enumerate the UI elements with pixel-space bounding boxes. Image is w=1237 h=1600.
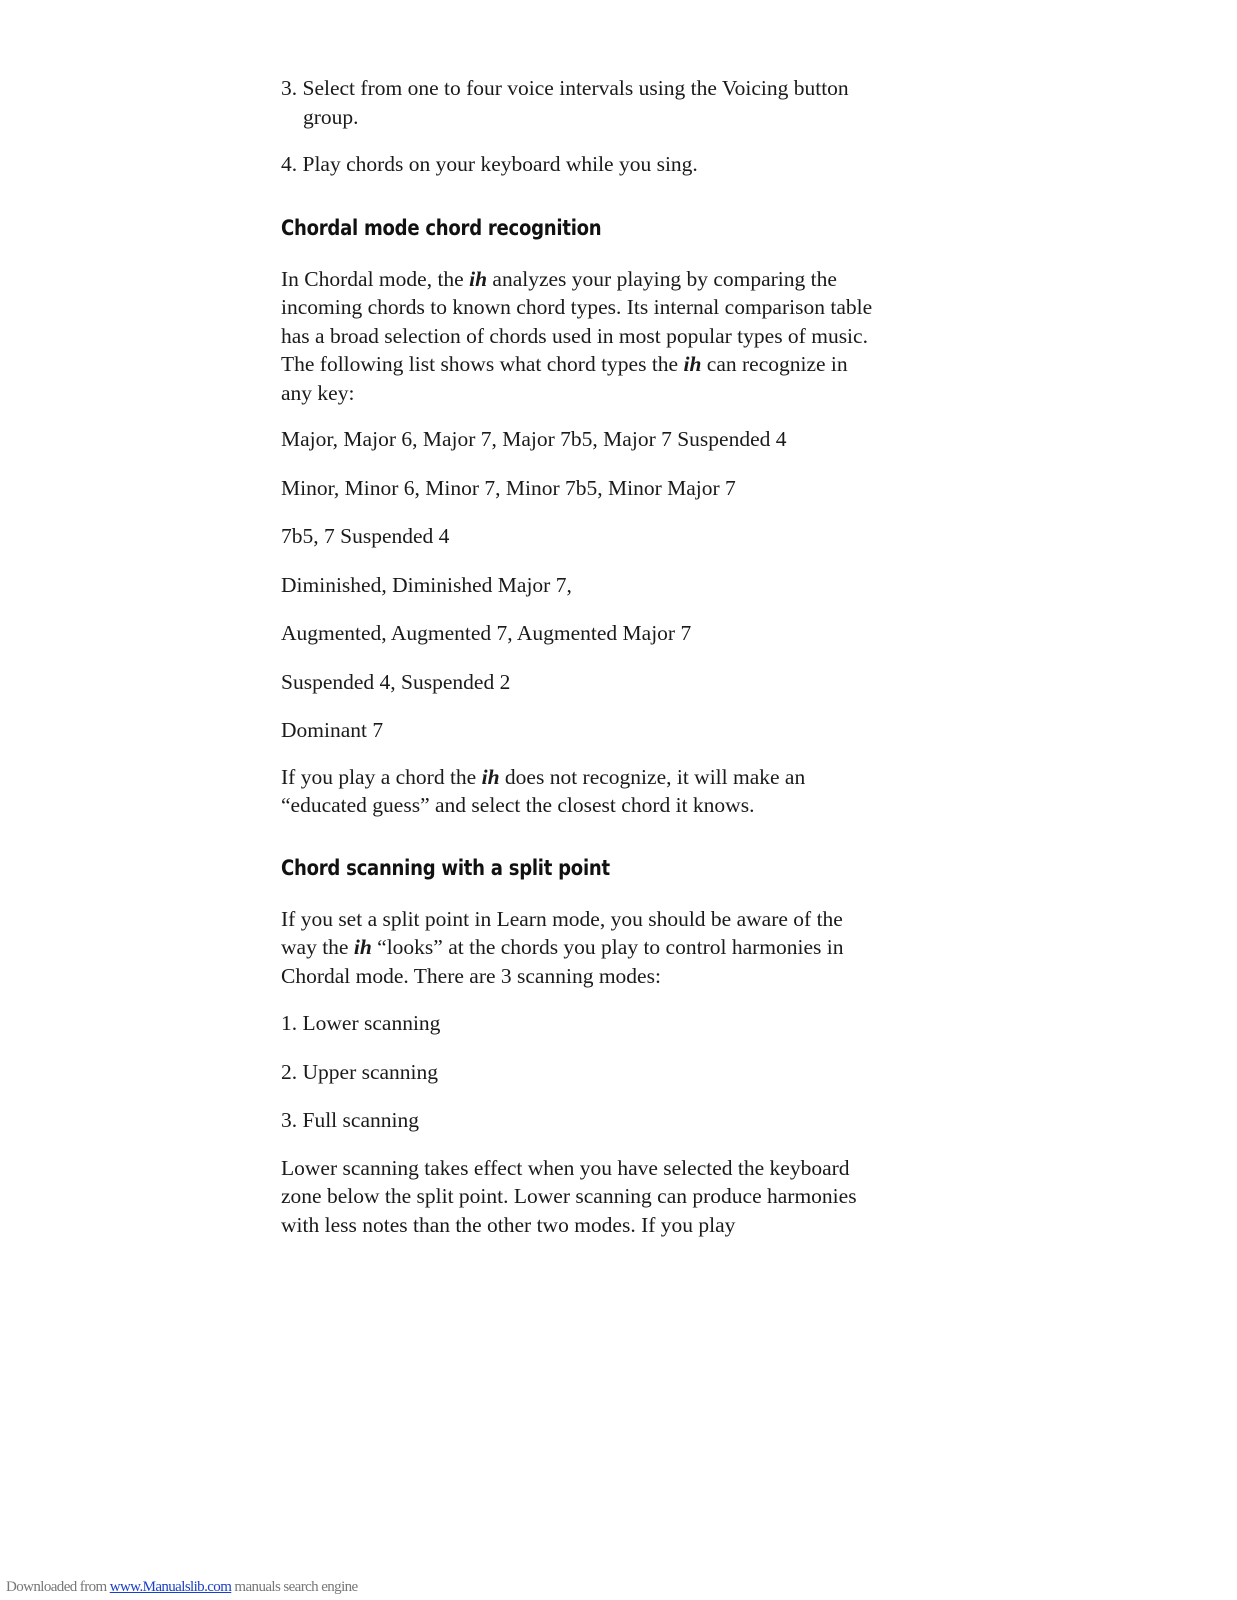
recognition-intro: In Chordal mode, the ih analyzes your playing by comparing the incoming chords to known chord types. Its internal comparison table has a broad selection of chords used in most popular types of music. The following list shows what chord types the ih can recognize in any key: xyxy=(281,266,873,405)
split-point-intro: If you set a split point in Learn mode, you should be aware of the way the ih “looks” at the chords you play to control harmonies in Chordal mode. There are 3 scanning modes: xyxy=(281,906,844,988)
chord-line-7b5: 7b5, 7 Suspended 4 xyxy=(281,524,450,548)
footer-suffix: manuals search engine xyxy=(231,1579,358,1595)
educated-guess-paragraph: If you play a chord the ih does not recognize, it will make an “educated guess” and select the closest chord it knows. xyxy=(281,764,806,817)
chord-line-diminished: Diminished, Diminished Major 7, xyxy=(281,572,572,597)
chord-line-augmented: Augmented, Augmented 7, Augmented Major 7 xyxy=(281,621,692,645)
download-footer xyxy=(6,1579,358,1596)
footer-prefix: Downloaded from xyxy=(6,1579,110,1595)
lower-scanning-paragraph: Lower scanning takes effect when you have selected the keyboard zone below the split point. Lower scanning can produce harmonies with less notes than the other two modes. If you play xyxy=(281,1155,857,1237)
manualslib-link[interactable]: www.Manualslib.com xyxy=(109,1579,232,1595)
scan-mode-upper: 2. Upper scanning xyxy=(281,1059,439,1084)
section-heading-split-point: Chord scanning with a split point xyxy=(281,855,610,880)
scan-mode-full: 3. Full scanning xyxy=(281,1108,419,1132)
section-heading-chord-recognition: Chordal mode chord recognition xyxy=(281,215,602,240)
page-content xyxy=(281,74,881,1239)
scan-mode-lower: 1. Lower scanning xyxy=(281,1011,441,1035)
chord-line-major: Major, Major 6, Major 7, Major 7b5, Major 7 Suspended 4 xyxy=(281,427,787,451)
chord-line-dominant: Dominant 7 xyxy=(281,718,384,742)
step-3: 3. Select from one to four voice intervals using the Voicing button group. xyxy=(281,76,849,129)
step-4: 4. Play chords on your keyboard while you sing. xyxy=(281,152,698,176)
chord-line-minor: Minor, Minor 6, Minor 7, Minor 7b5, Minor Major 7 xyxy=(281,475,736,500)
chord-line-suspended: Suspended 4, Suspended 2 xyxy=(281,669,511,694)
